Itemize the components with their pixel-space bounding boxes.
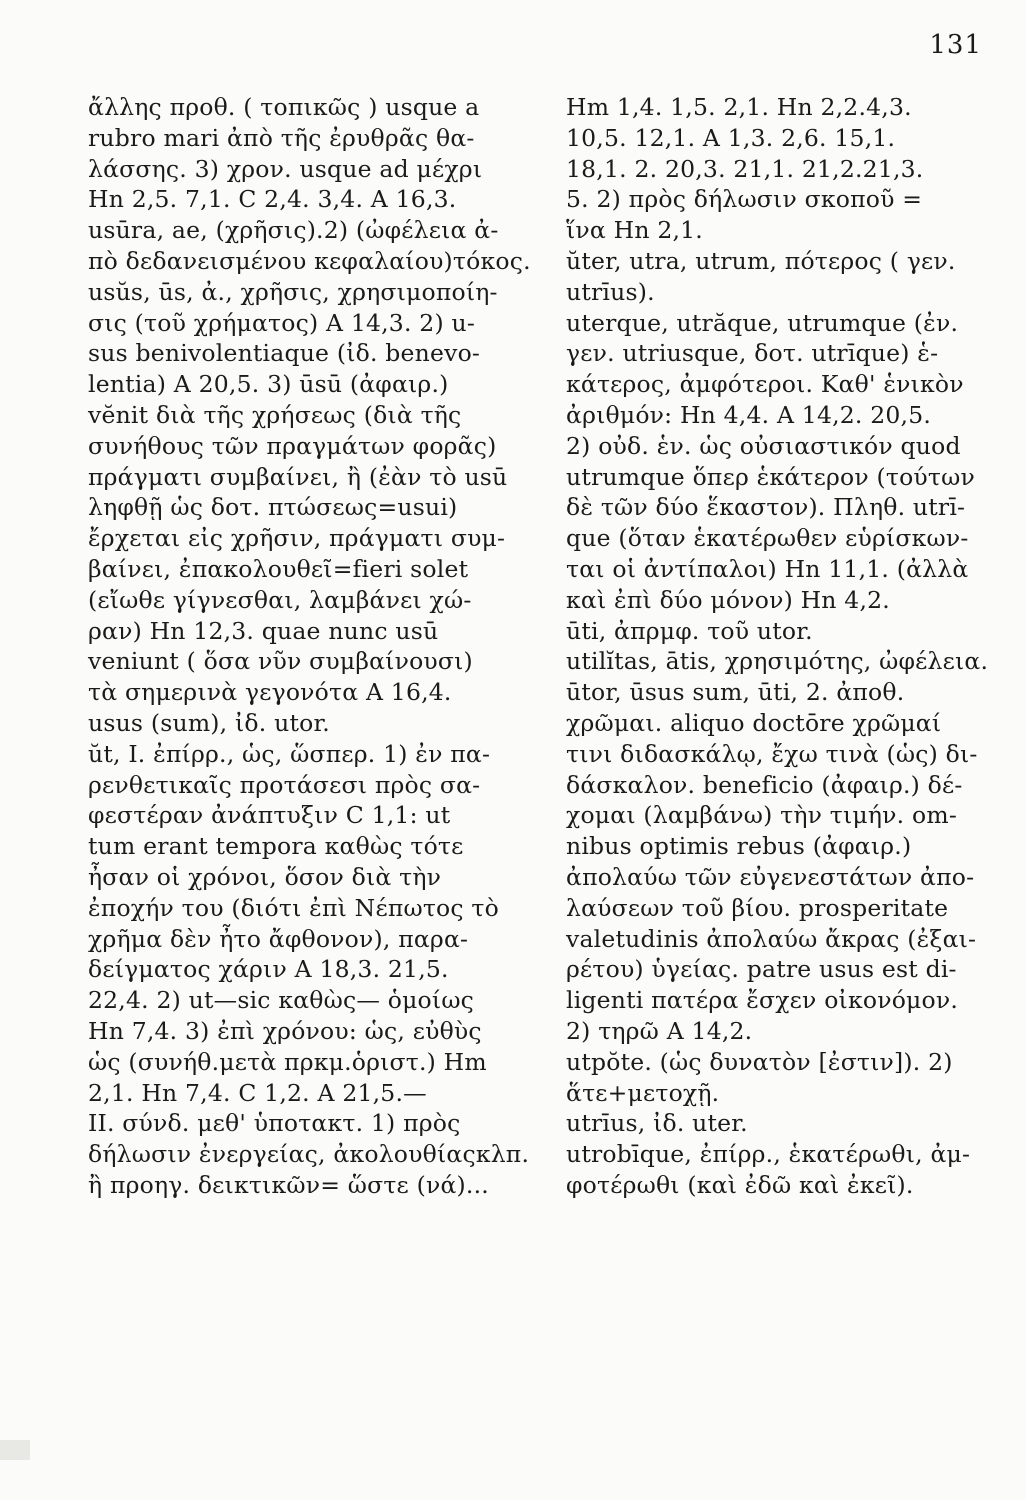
text-line: ligenti πατέρα ἔσχεν οἰκονόμον. [566,986,959,1015]
text-line: χομαι (λαμβάνω) τὴν τιμήν. om- [566,801,957,830]
text-line: usŭs, ūs, ἀ., χρῆσις, χρησιμοποίη- [88,277,498,306]
text-line: ἀριθμόν: Hn 4,4. A 14,2. 20,5. [566,400,932,429]
text-line: tum erant tempora καθὼς τότε [88,832,464,861]
text-line: συνήθους τῶν πραγμάτων φορᾶς) [88,431,497,460]
text-line: 18,1. 2. 20,3. 21,1. 21,2.21,3. [566,154,924,183]
text-line: καὶ ἐπὶ δύο μόνον) Hn 4,2. [566,585,890,614]
text-line: veniunt ( ὅσα νῦν συμβαίνουσι) [88,647,473,676]
text-line: usūra, ae, (χρῆσις).2) (ὠφέλεια ἀ- [88,216,499,245]
text-line: 2) οὐδ. ἑν. ὡς οὐσιαστικόν quod [566,431,961,460]
text-line: ἔρχεται εἰς χρῆσιν, πράγματι συμ- [88,524,506,553]
text-line: ἄλλης προθ. ( τοπικῶς ) usque a [88,93,480,121]
text-line: ἦσαν οἱ χρόνοι, ὅσον διὰ τὴν [88,862,442,891]
text-line: χρῶμαι. aliquo doctōre χρῶμαί [566,708,942,737]
text-line: (εἴωθε γίγνεσθαι, λαμβάνει χώ- [88,585,472,614]
text-line: utrīus). [566,277,655,306]
text-line: δὲ τῶν δύο ἕκαστον). Πληθ. utrī- [566,493,966,522]
text-line: 22,4. 2) ut—sic καθὼς— ὁμοίως [88,986,475,1015]
page-number: 131 [929,30,982,60]
text-line: lentia) A 20,5. 3) ūsū (ἀφαιρ.) [88,370,449,399]
text-line: πράγματι συμβαίνει, ἢ (ἐὰν τὸ usū [88,462,508,491]
scan-margin-mark [0,1440,30,1460]
text-line: utrobīque, ἐπίρρ., ἑκατέρωθι, ἀμ- [566,1140,971,1169]
text-line: ται οἱ ἀντίπαλοι) Hn 11,1. (ἀλλὰ [566,554,969,583]
text-line: 2,1. Hn 7,4. C 1,2. A 21,5.— [88,1078,427,1107]
text-line: utrīus, ἰδ. uter. [566,1109,748,1138]
text-line: vĕnit διὰ τῆς χρήσεως (διὰ τῆς [88,400,462,429]
text-line: ἐποχήν του (διότι ἐπὶ Νέπωτος τὸ [88,893,499,922]
text-line: 10,5. 12,1. A 1,3. 2,6. 15,1. [566,123,896,152]
text-line: ŭt, I. ἐπίρρ., ὡς, ὥσπερ. 1) ἐν πα- [88,739,491,768]
text-line: ρενθετικαῖς προτάσεσι πρὸς σα- [88,770,481,799]
text-line: ūti, ἀπρμφ. τοῦ utor. [566,616,813,645]
text-line: Hn 7,4. 3) ἐπὶ χρόνου: ὡς, εὐθὺς [88,1016,482,1045]
text-line: ὡς (συνήθ.μετὰ πρκμ.ὁριστ.) Hm [88,1047,487,1076]
text-line: utrumque ὅπερ ἑκάτερον (τούτων [566,462,975,491]
text-line: ŭter, utra, utrum, πότερος ( γεν. [566,246,956,275]
text-line: δήλωσιν ἐνεργείας, ἀκολουθίαςκλπ. [88,1140,530,1169]
text-line: φεστέραν ἀνάπτυξιν C 1,1: ut [88,801,451,830]
text-line: πὸ δεδανεισμένου κεφαλαίου)τόκος. [88,246,531,275]
text-line: uterque, utrăque, utrumque (ἐν. [566,308,959,337]
text-line: φοτέρωθι (καὶ ἐδῶ καὶ ἐκεῖ). [566,1170,914,1199]
text-line: rubro mari ἀπὸ τῆς ἐρυθρᾶς θα- [88,123,475,152]
text-line: utpŏte. (ὡς δυνατὸν [ἐστιν]). 2) [566,1047,953,1076]
text-line: δείγματος χάριν A 18,3. 21,5. [88,955,449,984]
text-line: ἅτε+μετοχῇ. [566,1078,720,1107]
text-line: ἢ προηγ. δεικτικῶν= ὥστε (νά)... [88,1170,489,1199]
text-line: nibus optimis rebus (ἀφαιρ.) [566,832,912,861]
text-line: ἵνα Hn 2,1. [566,216,703,245]
text-line: κάτερος, ἀμφότεροι. Καθ' ἑνικὸν [566,370,964,399]
text-line: σις (τοῦ χρήματος) A 14,3. 2) u- [88,308,475,337]
right-column [566,92,1021,1201]
text-line: ἀπολαύω τῶν εὐγενεστάτων ἀπο- [566,862,975,891]
text-line: δάσκαλον. beneficio (ἀφαιρ.) δέ- [566,770,963,799]
text-line: βαίνει, ἐπακολουθεῖ=fieri solet [88,554,469,583]
text-line: 2) τηρῶ A 14,2. [566,1016,753,1045]
text-line: χρῆμα δὲν ἦτο ἄφθονον), παρα- [88,924,469,953]
text-line: τινι διδασκάλῳ, ἔχω τινὰ (ὡς) δι- [566,739,978,768]
text-line: sus benivolentiaque (ἰδ. benevo- [88,339,481,368]
text-line: γεν. utriusque, δοτ. utrīque) ἑ- [566,339,939,368]
text-line: valetudinis ἀπολαύω ἄκρας (ἐξαι- [566,924,977,953]
text-line: utilĭtas, ātis, χρησιμότης, ὠφέλεια. [566,647,989,676]
text-line: II. σύνδ. μεθ' ὑποτακτ. 1) πρὸς [88,1109,461,1138]
text-line: λάσσης. 3) χρον. usque ad μέχρι [88,154,483,183]
text-line: τὰ σημερινὰ γεγονότα A 16,4. [88,678,452,707]
text-line: Hm 1,4. 1,5. 2,1. Hn 2,2.4,3. [566,93,912,121]
text-line: Hn 2,5. 7,1. C 2,4. 3,4. A 16,3. [88,185,457,214]
text-line: ūtor, ūsus sum, ūti, 2. ἀποθ. [566,678,905,707]
text-line: 5. 2) πρὸς δήλωσιν σκοποῦ = [566,185,923,214]
text-line: λαύσεων τοῦ βίου. prosperitate [566,893,949,922]
left-column [88,92,543,1201]
text-line: que (ὅταν ἑκατέρωθεν εὑρίσκων- [566,524,969,553]
text-line: usus (sum), ἰδ. utor. [88,708,330,737]
text-line: ληφθῇ ὡς δοτ. πτώσεως=usui) [88,493,458,522]
text-line: ρέτου) ὑγείας. patre usus est di- [566,955,957,984]
text-line: ραν) Hn 12,3. quae nunc usū [88,616,439,645]
